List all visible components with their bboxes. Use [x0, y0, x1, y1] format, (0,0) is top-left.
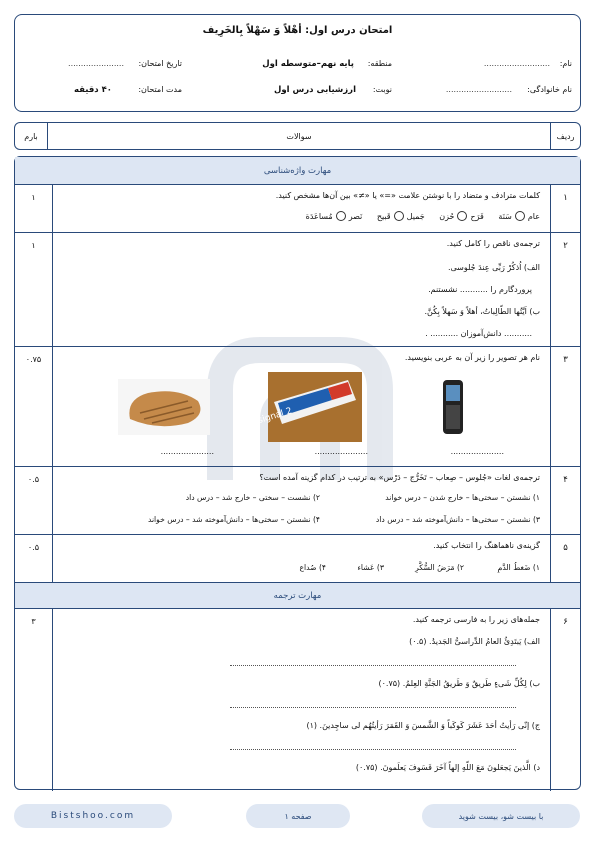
pair-2: فَرَح حُزن — [439, 211, 484, 221]
option-1[interactable]: ۱) نشستن – سختی‌ها – خارج شدن – درس خواند — [385, 493, 540, 502]
question-row — [15, 347, 580, 467]
answer-circle[interactable] — [515, 211, 525, 221]
exam-header — [14, 14, 581, 112]
option-3[interactable]: ۳) عَشاء — [357, 563, 384, 572]
turn-value: ارزشیابی درس اول — [274, 85, 356, 95]
pair-3: جَمیل قَبیح — [376, 211, 425, 221]
answer-circle[interactable] — [394, 211, 404, 221]
exam-date-dots: ...................... — [68, 59, 124, 68]
exam-date-label: تاریخ امتحان: — [138, 59, 182, 68]
sentence-a: الف) یَبتَدِئُ العامُ الدِّراسیُّ الجَدیدُ. (۰.۵) — [409, 637, 540, 646]
question-number: ۵ — [550, 535, 580, 582]
column-header — [14, 122, 581, 150]
region-label: منطقه: — [367, 59, 392, 68]
row-col-header: ردیف — [550, 123, 580, 149]
answer-blank[interactable]: ..................... — [314, 447, 368, 456]
answer-line[interactable] — [230, 665, 516, 666]
question-text: ترجمه‌ی لغات «جُلوس – صِعاب – تَخَرُّج – دَرْس» به ترتیب در کدام گزینه آمده است؟ — [259, 473, 540, 482]
sentence-b: ب) اَیَّتُها الطّالِباتُ، أهلاً وَ سَهلاً بِکُنَّ. — [424, 307, 540, 316]
sentence-b: ب) لِکُلِّ شَیءٍ طَریقٌ وَ طَریقُ الجَنَّةِ العِلمُ. (۰.۷۵) — [378, 679, 540, 688]
question-row — [15, 467, 580, 535]
pair-1: عام سَنَة — [498, 211, 540, 221]
question-row — [15, 185, 580, 233]
option-1[interactable]: ۱) ضَغطُ الدَّمِ — [497, 563, 540, 572]
question-number: ۴ — [550, 467, 580, 534]
section-translation: مهارت ترجمه — [15, 583, 580, 609]
footer-site[interactable]: Bistshoo.com — [14, 804, 172, 828]
question-score: ۱ — [15, 233, 53, 346]
option-4[interactable]: ۴) نشستن – سختی‌ها – دانش‌آموخته شد – درس خواند — [147, 515, 320, 524]
questions-table — [14, 156, 581, 790]
footer-slogan: با بیست شو، بیست شوید — [422, 804, 580, 828]
question-number: ۲ — [550, 233, 580, 346]
duration-label: مدت امتحان: — [138, 85, 182, 94]
question-text: نام هر تصویر را زیر آن به عربی بنویسید. — [404, 353, 540, 362]
name-label: نام: — [559, 59, 572, 68]
phone-image — [442, 379, 464, 435]
family-dots: .......................... — [445, 85, 512, 94]
family-label: نام خانوادگی: — [527, 85, 572, 94]
exam-title: امتحان درس اول: أهْلاً وَ سَهْلاً بِالخَرِیف — [202, 25, 393, 36]
sentence-d: د) الَّذینَ یَجعَلونَ مَعَ اللّهِ إلهاً آخَرَ فَسَوفَ یَعلَمونَ. (۰.۷۵) — [355, 763, 540, 772]
question-number: ۶ — [550, 609, 580, 791]
option-3[interactable]: ۳) نشستن – سختی‌ها – دانش‌آموخته شد – درس داد — [375, 515, 540, 524]
question-text: کلمات مترادف و متضاد را با نوشتن علامت «=» یا «≠» بین آن‌ها مشخص کنید. — [275, 191, 540, 200]
question-row — [15, 609, 580, 791]
answer-circle[interactable] — [336, 211, 346, 221]
answer-line[interactable] — [230, 707, 516, 708]
question-score: ۰.۵ — [15, 535, 53, 582]
duration-value: ۴۰ دقیقه — [73, 85, 112, 95]
question-score: ۰.۷۵ — [15, 347, 53, 466]
answer-line[interactable] — [230, 749, 516, 750]
question-text: گزینه‌ی ناهماهنگ را انتخاب کنید. — [433, 541, 540, 550]
question-number: ۳ — [550, 347, 580, 466]
svg-text:signal 2: signal 2 — [256, 406, 294, 427]
question-row — [15, 535, 580, 583]
pairs-row — [294, 211, 540, 221]
option-2[interactable]: ۲) نشست – سختی – خارج شد – درس داد — [185, 493, 320, 502]
grade-value: پایه نهم–متوسطه اول — [262, 59, 354, 69]
question-score: ۱ — [15, 185, 53, 232]
bread-image — [118, 379, 210, 435]
turn-label: نوبت: — [372, 85, 392, 94]
questions-col-header: سوالات — [47, 123, 550, 149]
pair-4: نَصر مُساعَدَة — [305, 211, 363, 221]
translation-b: ........... دانش‌آموزان ........... . — [425, 329, 532, 338]
option-4[interactable]: ۴) صُداع — [299, 563, 326, 572]
question-row — [15, 233, 580, 347]
sentence-c: ج) إنّی رَأیتُ أحَدَ عَشَرَ کَوکَباً وَ الشَّمسَ وَ القَمَرَ رَأیتُهُم لی ساجِدینَ. (۱) — [306, 721, 540, 730]
section-vocab: مهارت واژه‌شناسی — [15, 157, 580, 185]
question-score: ۰.۵ — [15, 467, 53, 534]
score-col-header: بارم — [24, 131, 38, 141]
footer-page: صفحه ۱ — [246, 804, 350, 828]
name-dots: .......................... — [483, 59, 550, 68]
answer-blank[interactable]: ..................... — [450, 447, 504, 456]
question-number: ۱ — [550, 185, 580, 232]
toothpaste-image — [256, 372, 362, 442]
sentence-a: الف) اُذکُرْ رَبِّی عِندَ جُلوسی. — [447, 263, 540, 272]
question-score: ۳ — [15, 609, 53, 791]
answer-circle[interactable] — [457, 211, 467, 221]
answer-blank[interactable]: ..................... — [160, 447, 214, 456]
question-text: جمله‌های زیر را به فارسی ترجمه کنید. — [412, 615, 540, 624]
option-2[interactable]: ۲) مَرَضُ السُّکَّرِ — [415, 563, 464, 572]
translation-a: پروردگارم را ........... نشستنم. — [428, 285, 532, 294]
question-text: ترجمه‌ی ناقص را کامل کنید. — [446, 239, 540, 248]
